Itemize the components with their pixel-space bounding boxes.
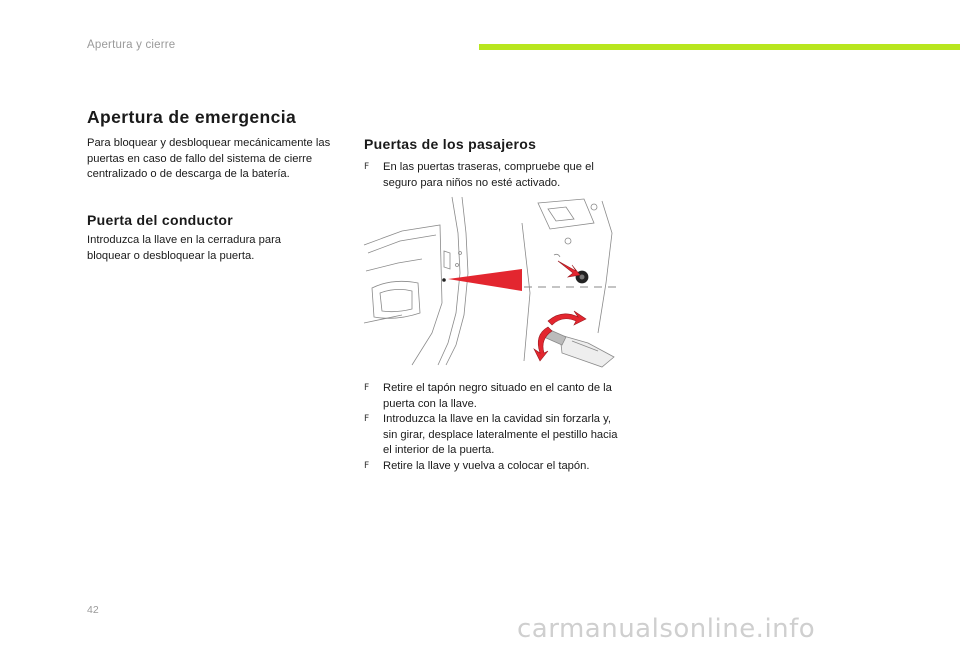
- bullet-icon: F: [364, 383, 370, 393]
- watermark: carmanualsonline.info: [517, 614, 816, 644]
- list-item: [364, 459, 626, 475]
- bullet-text: En las puertas traseras, compruebe que el seguro para niños no esté activado.: [383, 161, 594, 189]
- section-header-title: Apertura y cierre: [87, 39, 176, 51]
- passenger-doors-heading: Puertas de los pasajeros: [364, 136, 537, 152]
- driver-door-paragraph: Introduzca la llave en la cerradura para bloquear o desbloquear la puerta.: [87, 234, 282, 262]
- intro-paragraph: Para bloquear y desbloquear mecánicamente las puertas en caso de fallo del sistema de cierre centralizado o de descarga de la batería.: [87, 137, 331, 181]
- page-number: 42: [87, 604, 99, 616]
- check-bullets: [364, 160, 626, 191]
- bullet-text: Introduzca la llave en la cavidad sin forzarla y, sin girar, desplace lateralmente el pestillo hacia el interior de la puerta.: [383, 413, 618, 457]
- list-item: [364, 412, 626, 459]
- driver-door-heading: Puerta del conductor: [87, 212, 234, 228]
- list-item: [364, 160, 626, 191]
- page-title: Apertura de emergencia: [87, 107, 297, 127]
- door-emergency-lock-illustration: [362, 193, 618, 369]
- bullet-icon: F: [364, 162, 370, 172]
- bullet-icon: F: [364, 460, 370, 471]
- bullet-icon: F: [364, 414, 370, 425]
- bullet-text: Retire el tapón negro situado en el canto de la puerta con la llave.: [383, 382, 612, 410]
- bullet-text: Retire la llave y vuelva a colocar el tapón.: [383, 459, 590, 472]
- section-accent-bar: [479, 44, 960, 50]
- step-bullets: [364, 381, 626, 475]
- list-item: [364, 381, 626, 412]
